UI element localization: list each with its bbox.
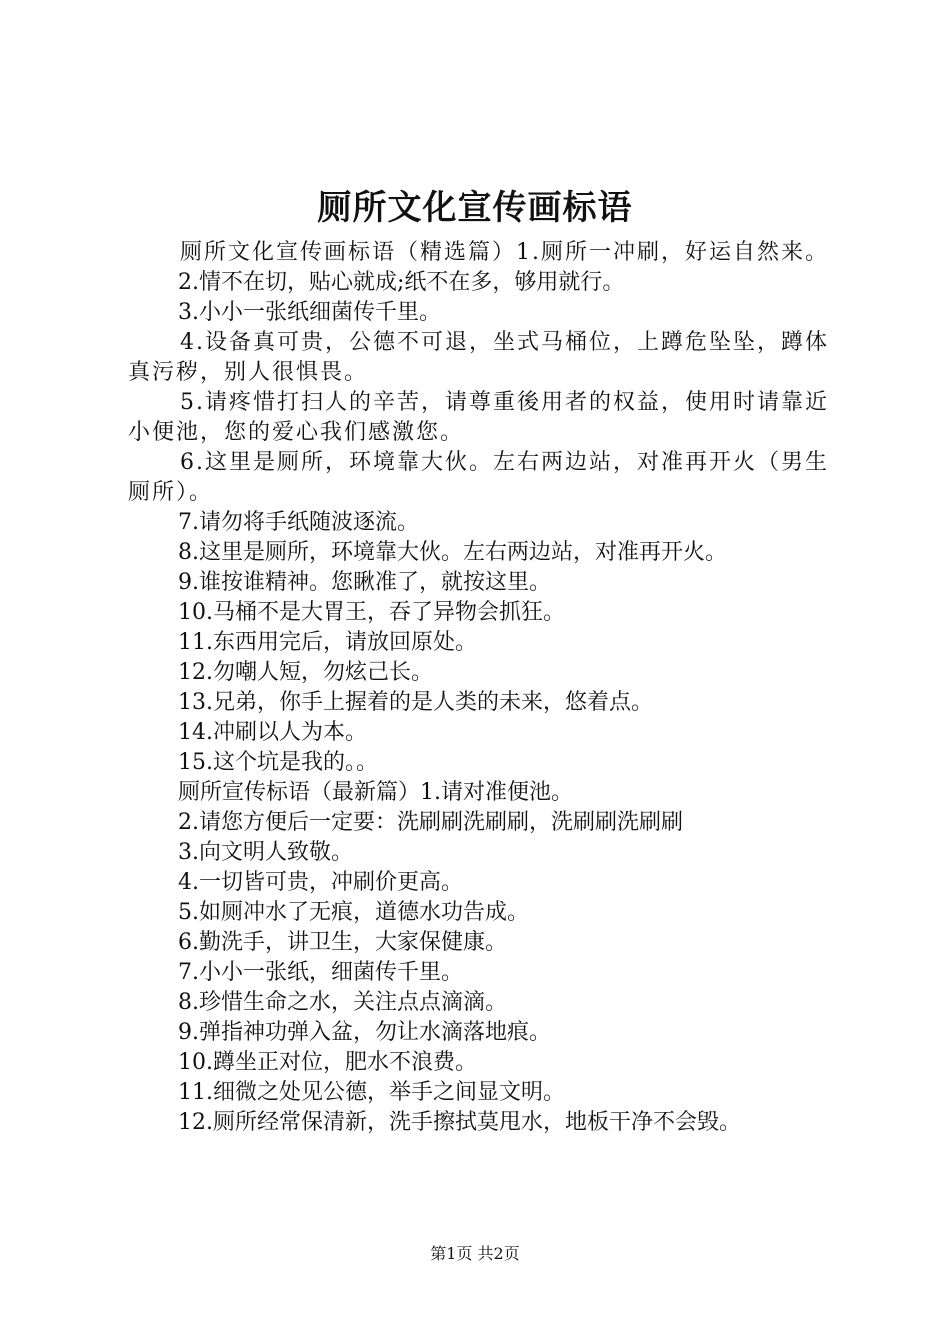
paragraph-3: 3.小小一张纸细菌传千里。 xyxy=(178,300,441,325)
paragraph-22: 7.小小一张纸，细菌传千里。 xyxy=(178,960,463,985)
paragraph-23: 8.珍惜生命之水，关注点点滴滴。 xyxy=(178,990,507,1015)
paragraph-25: 10.蹲坐正对位，肥水不浪费。 xyxy=(178,1050,477,1075)
paragraph-16: 厕所宣传标语（最新篇）1.请对准便池。 xyxy=(178,780,573,805)
paragraph-19: 4.一切皆可贵，冲刷价更高。 xyxy=(178,870,463,895)
paragraph-7: 7.请勿将手纸随波逐流。 xyxy=(178,510,419,535)
paragraph-4: 4.设备真可贵，公德不可退，坐式马桶位，上蹲危坠坠，蹲体真污秽，别人很惧畏。 xyxy=(128,330,829,385)
paragraph-15: 15.这个坑是我的。。 xyxy=(178,750,378,775)
page-footer: 第1页 共2页 xyxy=(430,1244,520,1263)
paragraph-26: 11.细微之处见公德，举手之间显文明。 xyxy=(178,1080,565,1105)
paragraph-2: 2.情不在切，贴心就成;纸不在多，够用就行。 xyxy=(178,270,625,295)
document-title: 厕所文化宣传画标语 xyxy=(317,188,633,228)
paragraph-8: 8.这里是厕所，环境靠大伙。左右两边站，对准再开火。 xyxy=(178,540,727,565)
paragraph-11: 11.东西用完后，请放回原处。 xyxy=(178,630,477,655)
paragraph-14: 14.冲刷以人为本。 xyxy=(178,720,367,745)
paragraph-10: 10.马桶不是大胃王，吞了异物会抓狂。 xyxy=(178,600,565,625)
paragraph-9: 9.谁按谁精神。您瞅准了，就按这里。 xyxy=(178,570,551,595)
paragraph-13: 13.兄弟，你手上握着的是人类的未来，悠着点。 xyxy=(178,690,653,715)
paragraph-24: 9.弹指神功弹入盆，勿让水滴落地痕。 xyxy=(178,1020,551,1045)
paragraph-1: 厕所文化宣传画标语（精选篇）1.厕所一冲刷，好运自然来。 xyxy=(180,240,829,265)
paragraph-27: 12.厕所经常保清新，洗手擦拭莫甩水，地板干净不会毁。 xyxy=(178,1110,741,1135)
paragraph-18: 3.向文明人致敬。 xyxy=(178,840,353,865)
paragraph-17: 2.请您方便后一定要：洗刷刷洗刷刷，洗刷刷洗刷刷 xyxy=(178,810,683,835)
paragraph-6: 6.这里是厕所，环境靠大伙。左右两边站，对准再开火（男生厕所）。 xyxy=(128,450,829,505)
paragraph-21: 6.勤洗手，讲卫生，大家保健康。 xyxy=(178,930,507,955)
paragraph-5: 5.请疼惜打扫人的辛苦，请尊重後用者的权益，使用时请靠近小便池，您的爱心我们感激您。 xyxy=(128,390,829,445)
paragraph-20: 5.如厕冲水了无痕，道德水功告成。 xyxy=(178,900,529,925)
paragraph-12: 12.勿嘲人短，勿炫己长。 xyxy=(178,660,433,685)
document-body xyxy=(128,238,834,1138)
